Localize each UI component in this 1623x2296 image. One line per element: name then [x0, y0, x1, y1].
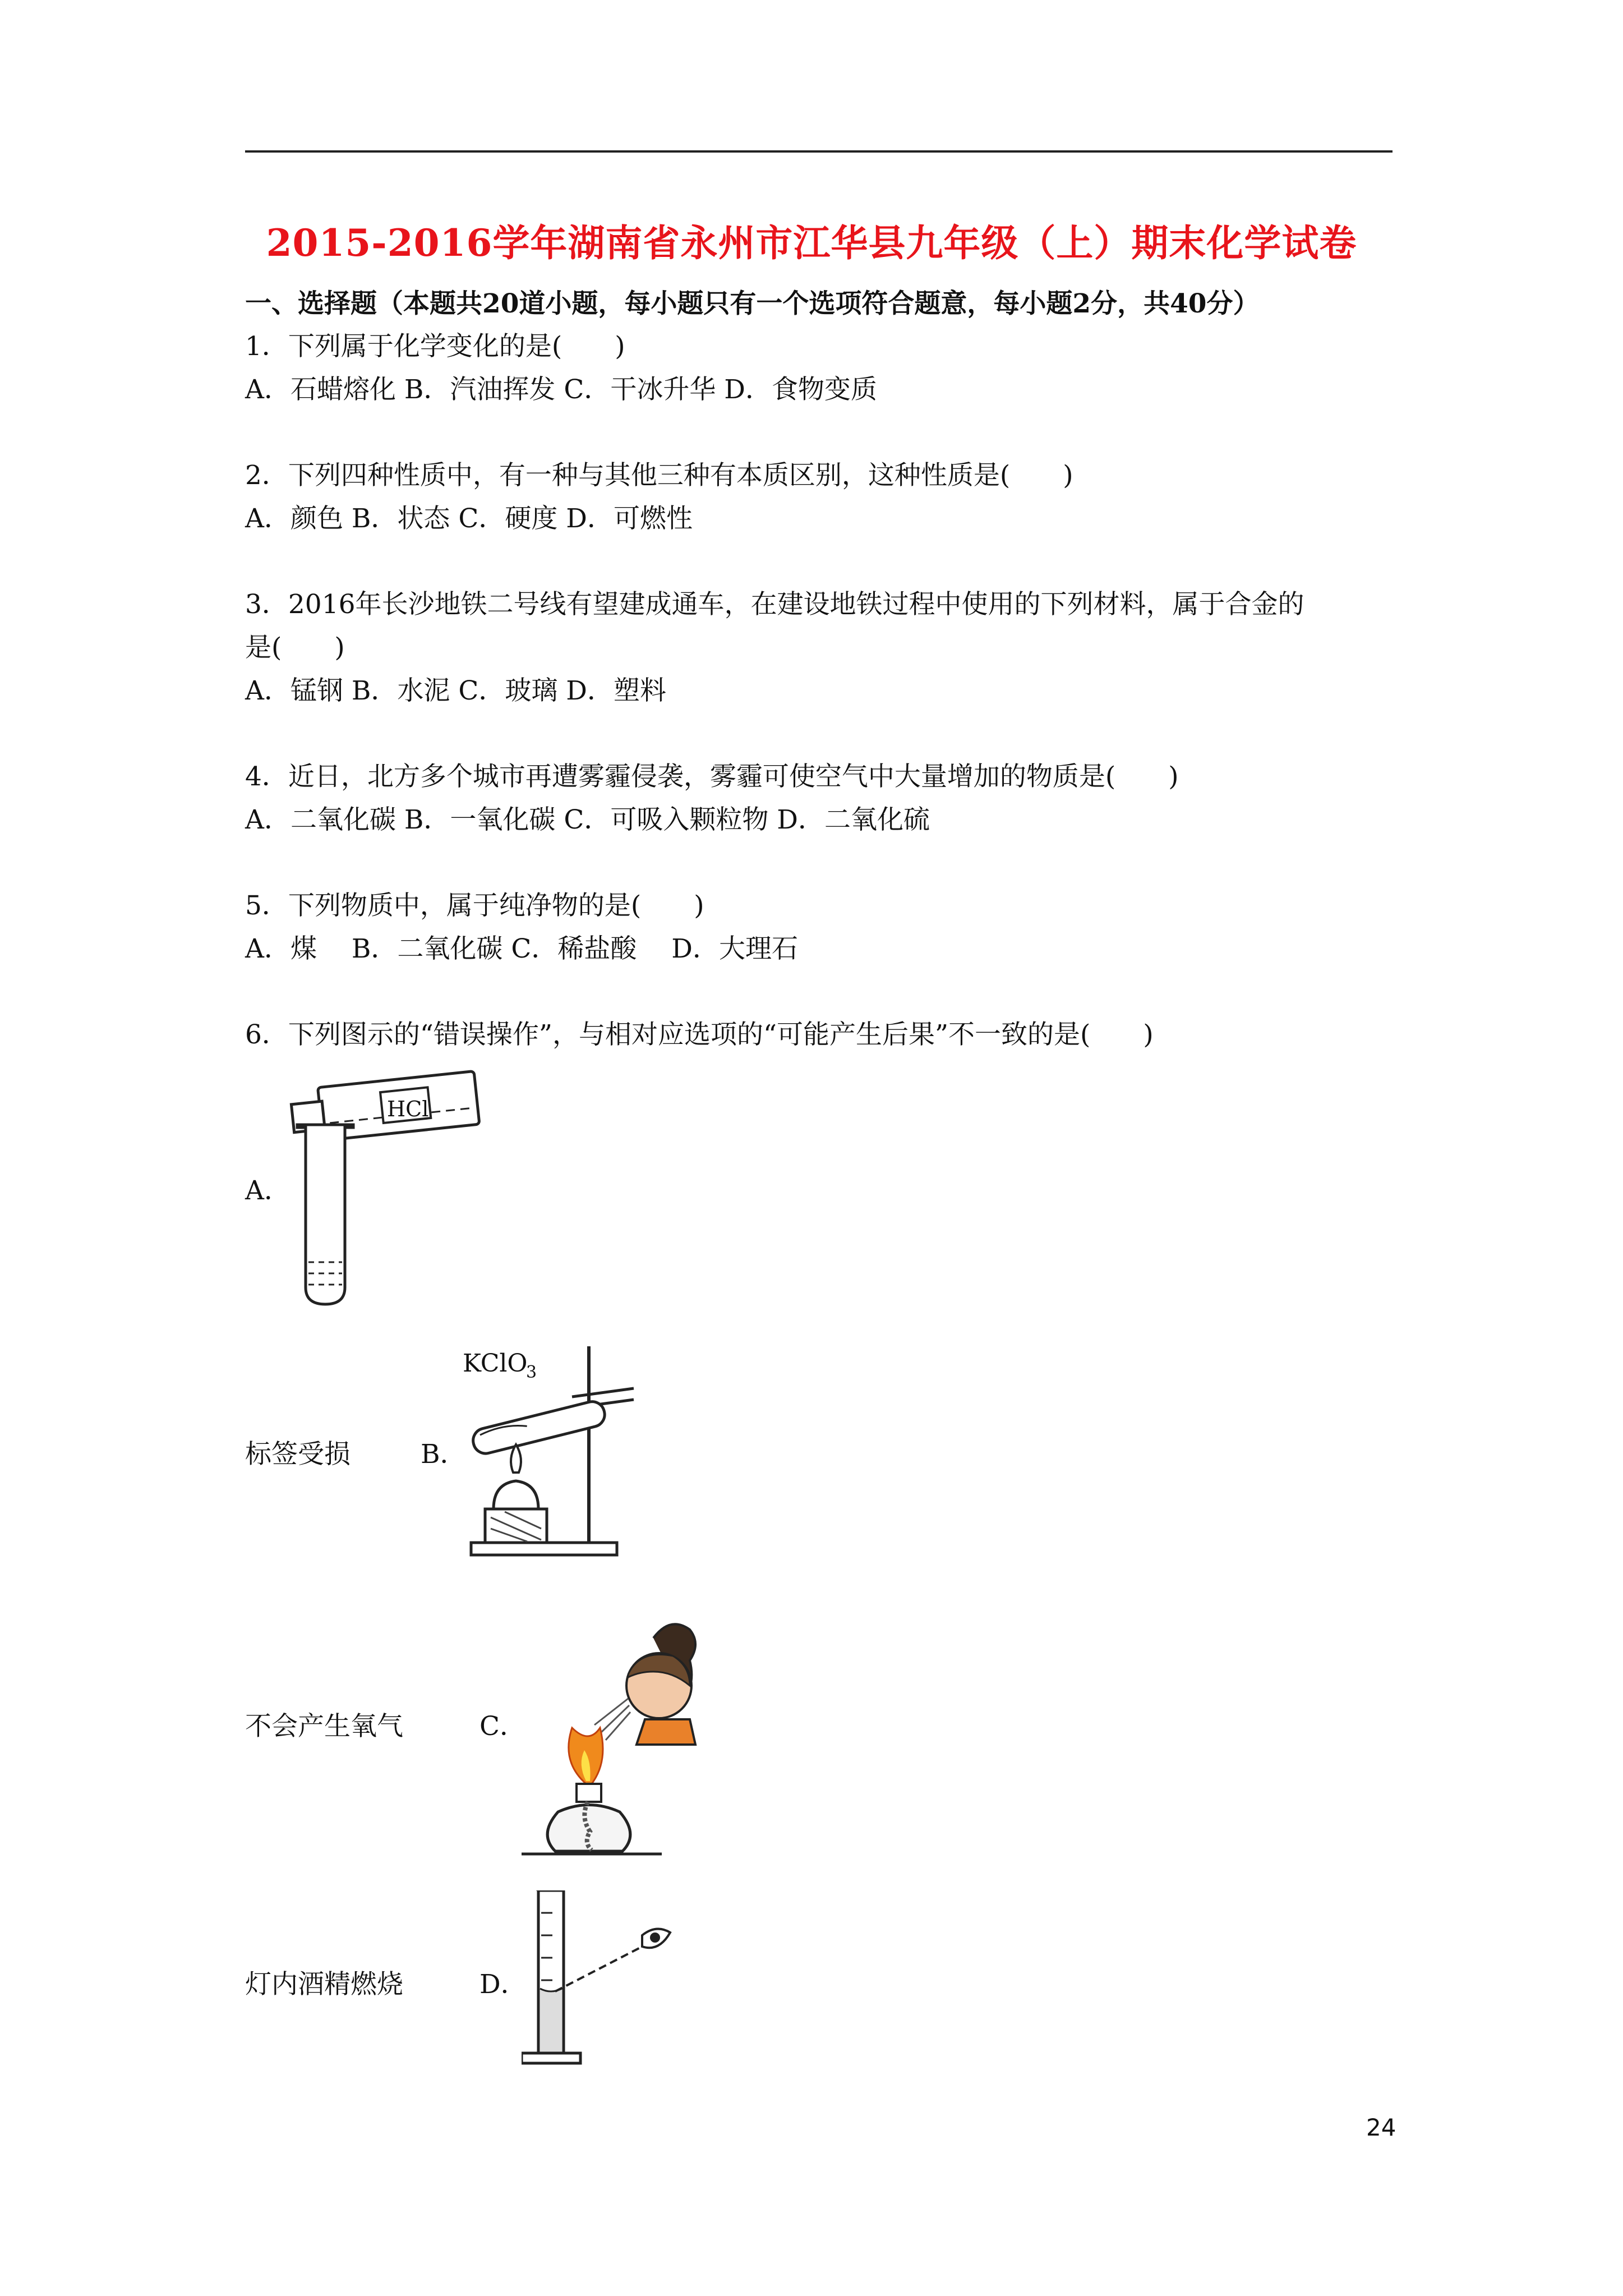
question-1-stem: 1．下列属于化学变化的是( ): [245, 331, 625, 362]
question-3-stem: 3．2016年长沙地铁二号线有望建成通车，在建设地铁过程中使用的下列材料，属于合金的: [245, 589, 1304, 620]
pouring-liquid-figure: [280, 1063, 494, 1310]
question-1-options: A．石蜡熔化 B．汽油挥发 C．干冰升华 D．食物变质: [245, 374, 877, 405]
question-5-options: A．煤 B．二氧化碳 C．稀盐酸 D．大理石: [245, 933, 798, 964]
option-a-label: A．: [245, 1175, 291, 1206]
header-rule: [245, 150, 1393, 153]
question-4-options: A．二氧化碳 B．一氧化碳 C．可吸入颗粒物 D．二氧化硫: [245, 804, 930, 835]
question-2-stem: 2．下列四种性质中，有一种与其他三种有本质区别，这种性质是( ): [245, 460, 1073, 491]
graduated-cylinder-figure: [522, 1890, 690, 2070]
question-2-options: A．颜色 B．状态 C．硬度 D．可燃性: [245, 503, 693, 534]
option-b-prefix: 标签受损: [245, 1439, 351, 1470]
question-3-options: A．锰钢 B．水泥 C．玻璃 D．塑料: [245, 675, 666, 706]
heating-kclo3-figure: [460, 1329, 651, 1559]
option-d-label: D．: [479, 1969, 527, 2000]
question-6-stem: 6．下列图示的“错误操作”，与相对应选项的“可能产生后果”不一致的是( ): [245, 1019, 1154, 1050]
question-5-stem: 5．下列物质中，属于纯净物的是( ): [245, 890, 704, 921]
question-4-stem: 4．近日，北方多个城市再遭雾霾侵袭，雾霾可使空气中大量增加的物质是( ): [245, 761, 1179, 792]
bottle-label-text: HCl: [387, 1097, 429, 1121]
kclo3-formula: KClO: [463, 1349, 528, 1378]
page-number: 24: [1366, 2114, 1396, 2141]
section-heading: 一、选择题（本题共20道小题，每小题只有一个选项符合题意，每小题2分，共40分）: [245, 288, 1260, 319]
option-d-prefix: 灯内酒精燃烧: [245, 1969, 403, 2000]
option-c-prefix: 不会产生氧气: [245, 1711, 403, 1742]
page-title: 2015-2016学年湖南省永州市江华县九年级（上）期末化学试卷: [266, 221, 1357, 265]
kclo3-subscript: 3: [526, 1363, 537, 1382]
option-b-label: B．: [421, 1439, 467, 1470]
option-c-label: C．: [479, 1711, 526, 1742]
blowing-lamp-figure: [522, 1616, 707, 1868]
question-3-stem-cont: 是( ): [245, 632, 345, 663]
